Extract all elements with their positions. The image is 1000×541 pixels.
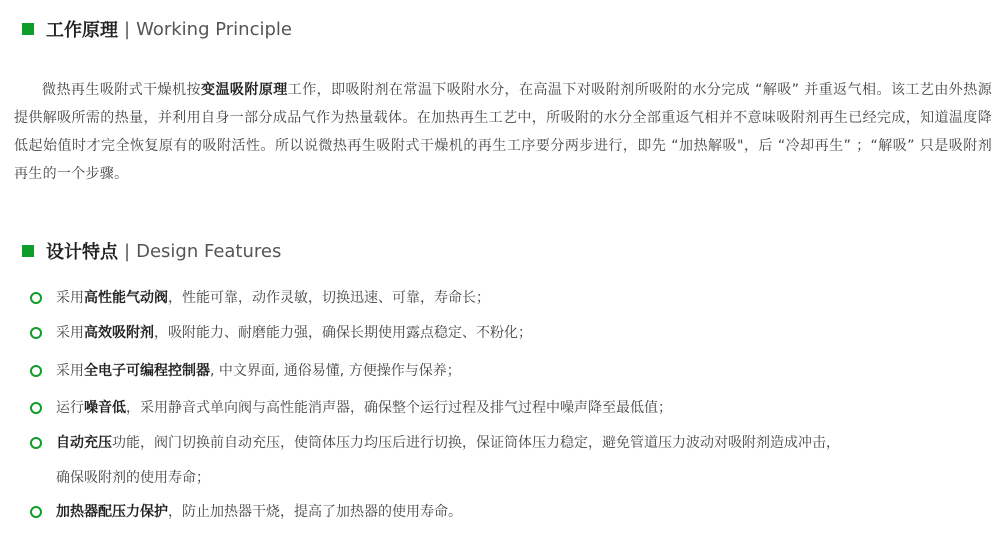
section-heading-working-principle [22, 16, 292, 42]
feature-continuation: 确保吸附剂的使用寿命； [56, 470, 210, 486]
heading-separator: | [124, 18, 131, 40]
feature-bold-term: 噪音低 [84, 400, 126, 416]
circle-bullet-icon [30, 292, 42, 304]
feature-text: ，采用静音式单向阀与高性能消声器，确保整个运行过程及排气过程中噪声降至最低值； [126, 400, 672, 416]
feature-text: ，吸附能力、耐磨能力强，确保长期使用露点稳定、不粉化； [154, 325, 532, 341]
feature-prefix: 采用 [56, 363, 84, 379]
circle-bullet-icon [30, 365, 42, 377]
feature-prefix: 采用 [56, 290, 84, 306]
heading-separator: | [124, 240, 131, 262]
circle-bullet-icon [30, 437, 42, 449]
circle-bullet-icon [30, 402, 42, 414]
feature-bold-term: 高性能气动阀 [84, 290, 168, 306]
feature-text: , 中文界面, 通俗易懂, 方便操作与保养； [210, 363, 461, 379]
section-heading-design-features [22, 238, 281, 264]
paragraph-text-2: 工作，即吸附剂在常温下吸附水分，在高温下对吸附剂所吸附的水分完成 “解吸” 并重返气相。该工艺由外热源提供解吸所需的热量，并利用自身一部分成品气作为热量载体。在加热再生工艺中，所吸附的水分全部重返气相并不意味吸附剂再生已经完成，知道温度降低起始值时才完全恢复原有的吸附活性。所以说微热再生吸附式干燥机的再生工序要分两步进行，即先 “加热解吸"，后 “冷却再生” ；“解吸” 只是吸附剂再生的一个步骤。 [14, 82, 992, 182]
working-principle-paragraph [14, 76, 992, 188]
feature-text: ，性能可靠，动作灵敏，切换迅速、可靠，寿命长； [168, 290, 490, 306]
heading-title-cn: 设计特点 [46, 242, 118, 263]
circle-bullet-icon [30, 327, 42, 339]
feature-prefix: 运行 [56, 400, 84, 416]
green-square-bullet-icon [22, 23, 34, 35]
feature-bold-term: 自动充压 [56, 435, 112, 451]
feature-text: 功能，阀门切换前自动充压，使筒体压力均压后进行切换，保证筒体压力稳定，避免管道压力波动对吸附剂造成冲击， [112, 435, 840, 451]
feature-bold-term: 高效吸附剂 [84, 325, 154, 341]
feature-prefix: 采用 [56, 325, 84, 341]
feature-text: ，防止加热器干烧，提高了加热器的使用寿命。 [168, 504, 462, 520]
paragraph-bold-term: 变温吸附原理 [201, 82, 288, 98]
heading-title-en: Design Features [136, 240, 282, 262]
green-square-bullet-icon [22, 245, 34, 257]
heading-title-en: Working Principle [136, 18, 292, 40]
circle-bullet-icon [30, 506, 42, 518]
heading-title-cn: 工作原理 [46, 20, 118, 41]
paragraph-text-1: 微热再生吸附式干燥机按 [42, 82, 201, 98]
feature-bold-term: 加热器配压力保护 [56, 504, 168, 520]
feature-bold-term: 全电子可编程控制器 [84, 363, 210, 379]
